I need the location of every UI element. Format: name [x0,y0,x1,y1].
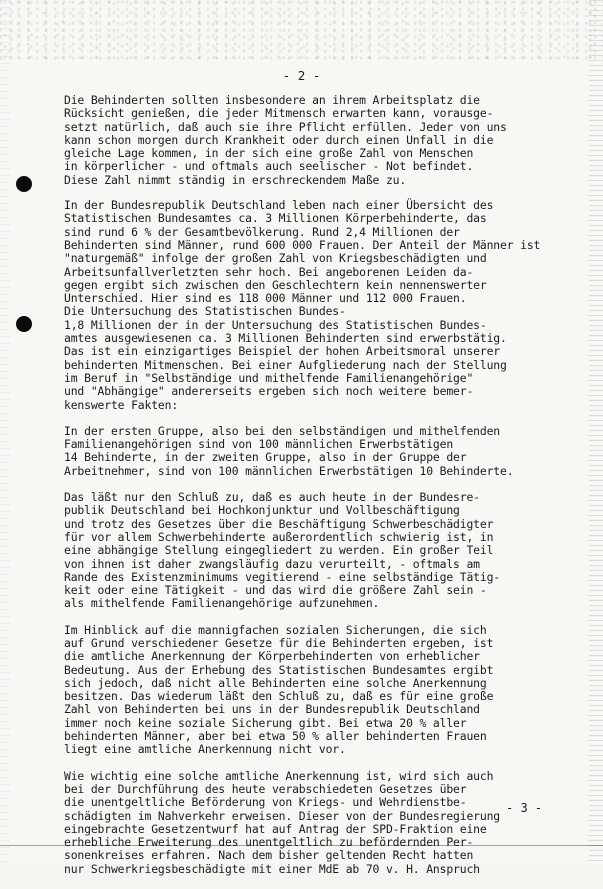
page-number-header: - 2 - [282,68,321,83]
paragraph: In der Bundesrepublik Deutschland leben nach einer Übersicht des Statistischen Bundesamtes ca. 3 Millionen Körperbehinderte, das sind rund 6 % der Gesamtbevölkerung. Rund 2,4 Millionen der Behinderten sind Männer, rund 600 000 Frauen. Der Anteil der Männer ist "naturgemäß" infolge der großen Zahl von Kriegsbeschädigten und Arbeitsunfallverletzten sehr hoch. Bei angeborenen Leiden da- gegen ergibt sich zwischen den Geschlechtern kein nennenswerter Unterschied. Hier sind es 118 000 Männer und 112 000 Frauen. Die Untersuchung des Statistischen Bundes- 1,8 Millionen der in der Untersuchung des Statistischen Bundes- amtes ausgewiesenen ca. 3 Millionen Behinderten sind erwerbstätig. Das ist ein einzigartiges Beispiel der hohen Arbeitsmoral unserer behinderten Mitmenschen. Bei einer Aufgliederung nach der Stellung im Beruf in "Selbständige und mithelfende Familienangehörige" und "Abhängige" andererseits ergeben sich noch weitere bemer- kenswerte Fakten: [64,198,541,412]
paragraph: Wie wichtig eine solche amtliche Anerkennung ist, wird sich auch bei der Durchführung des heute verabschiedeten Gesetzes über die unentgeltliche Beförderung von Kriegs- und Wehrdienstbe- schädigten im Nahverkehr erweisen. Dieser von der Bundesregierung eingebrachte Gesetzentwurf hat auf Antrag der SPD-Fraktion eine erhebliche Erweiterung des unentgeltlich zu befördernden Per- sonenkreises erfahren. Nach dem bisher geltenden Recht hatten nur Schwerkriegsbeschädigte mit einer MdE ab 70 v. H. Anspruch [64,768,501,876]
page-number-footer: - 3 - [506,801,543,815]
scan-noise [0,0,603,60]
scan-edge-right [589,0,603,864]
punch-hole-upper [16,176,32,192]
scan-bottom-line [0,845,603,846]
paragraph: Das läßt nur den Schluß zu, daß es auch heute in der Bundesre- publik Deutschland bei Hochkonjunktur und Vollbeschäftigung und trotz des Gesetzes über die Beschäftigung Schwerbeschädigter für vor allem Schwerbehinderte außerordentlich schwierig ist, in eine abhängige Stellung eingegliedert zu werden. Ein großer Teil von ihnen ist daher zwangsläufig dazu verurteilt, - oftmals am Rande des Existenzminimums vegitierend - eine selbständige Tätig- keit oder eine Tätigkeit - und das wird die größere Zahl sein - als mithelfende Familienangehörige aufzunehmen. [64,490,501,611]
paragraph: Die Behinderten sollten insbesondere an ihrem Arbeitsplatz die Rücksicht genießen, die jeder Mitmensch erwarten kann, vorausge- setzt natürlich, daß auch sie ihre Pflicht erfüllen. Jeder von uns kann schon morgen durch Krankheit oder durch einen Unfall in die gleiche Lage kommen, in der sich eine große Zahl von Menschen in körperlicher - und oftmals auch seelischer - Not befindet. Diese Zahl nimmt ständig in erschreckendem Maße zu. [64,93,507,187]
body-text [64,94,564,889]
paragraph: In der ersten Gruppe, also bei den selbständigen und mithelfenden Familienangehörigen sind von 100 männlichen Erwerbstätigen 14 Behinderte, in der zweiten Gruppe, also in der Gruppe der Arbeitnehmer, sind von 100 männlichen Erwerbstätigen 10 Behinderte. [64,423,514,478]
scan-edge-left [0,0,10,864]
punch-hole-lower [16,316,32,332]
paragraph: Im Hinblick auf die mannigfachen sozialen Sicherungen, die sich auf Grund verschiedener Gesetze für die Behinderten ergeben, ist die amtliche Anerkennung der Körperbehinderten von erheblicher Bedeutung. Aus der Erhebung des Statistischen Bundesamtes ergibt sich jedoch, daß nicht alle Behinderten eine solche Anerkennung besitzen. Das wiederum läßt den Schluß zu, daß es für eine große Zahl von Behinderten bei uns in der Bundesrepublik Deutschland immer noch keine soziale Sicherung gibt. Bei etwa 20 % aller behinderten Männer, aber bei etwa 50 % aller behinderten Frauen liegt eine amtliche Anerkennung nicht vor. [64,622,494,757]
